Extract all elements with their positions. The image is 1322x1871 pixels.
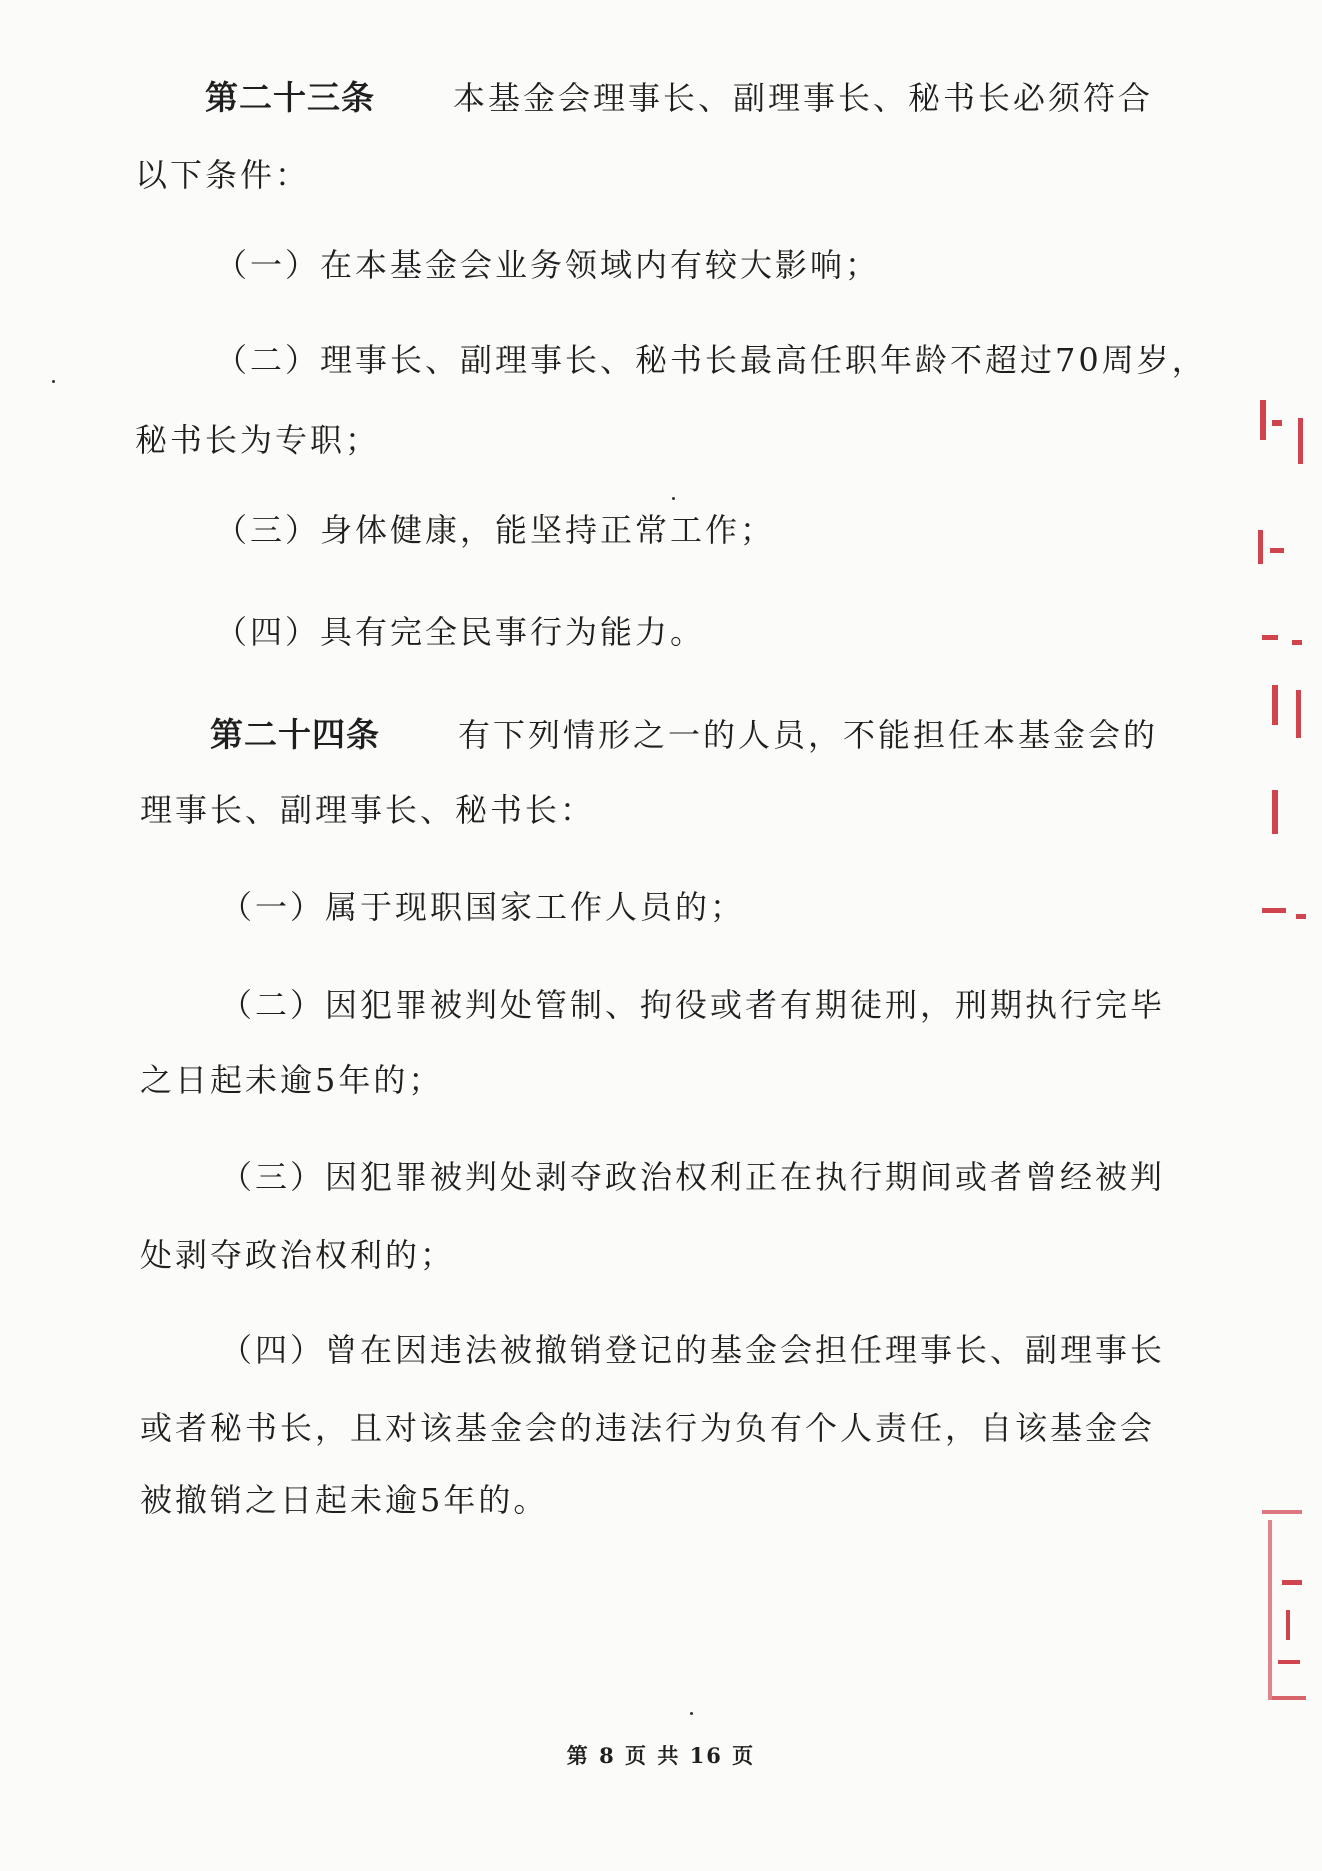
article-23-heading: 第二十三条 <box>205 78 375 117</box>
page-number-footer: 第 8 页 共 16 页 <box>566 1743 756 1768</box>
article-23-intro: 本基金会理事长、副理事长、秘书长必须符合 <box>453 79 1154 117</box>
article-24-first-line <box>210 715 1158 755</box>
scan-speck <box>690 1712 693 1715</box>
scan-speck <box>672 497 675 500</box>
article-23-first-line <box>205 78 1153 118</box>
article-24-item-2-continued: 之日起未逾5年的； <box>140 1061 444 1099</box>
article-24-item-2: （二）因犯罪被判处管制、拘役或者有期徒刑，刑期执行完毕 <box>220 986 1166 1024</box>
article-23-item-2-continued: 秘书长为专职； <box>135 421 381 459</box>
scan-speck <box>52 380 55 383</box>
article-24-item-4: （四）曾在因违法被撤销登记的基金会担任理事长、副理事长 <box>220 1331 1166 1369</box>
article-24-item-3: （三）因犯罪被判处剥夺政治权利正在执行期间或者曾经被判 <box>220 1158 1166 1196</box>
article-24-intro-continued: 理事长、副理事长、秘书长： <box>140 791 596 829</box>
article-23-item-4: （四）具有完全民事行为能力。 <box>215 613 706 651</box>
article-24-item-3-continued: 处剥夺政治权利的； <box>140 1236 456 1274</box>
article-23-intro-continued: 以下条件： <box>135 156 311 194</box>
article-23-item-2: （二）理事长、副理事长、秘书长最高任职年龄不超过70周岁， <box>215 341 1207 379</box>
article-24-intro: 有下列情形之一的人员，不能担任本基金会的 <box>458 716 1159 754</box>
article-24-heading: 第二十四条 <box>210 715 380 754</box>
article-24-item-4-continued-1: 或者秘书长，且对该基金会的违法行为负有个人责任，自该基金会 <box>140 1409 1156 1447</box>
article-24-item-4-continued-2: 被撤销之日起未逾5年的。 <box>140 1481 549 1519</box>
article-23-item-1: （一）在本基金会业务领域内有较大影响； <box>215 246 881 284</box>
seal-fragment-lower <box>1252 1510 1312 1710</box>
seal-fragment-upper <box>1252 400 1312 920</box>
article-23-item-3: （三）身体健康，能坚持正常工作； <box>215 511 776 549</box>
article-24-item-1: （一）属于现职国家工作人员的； <box>220 888 746 926</box>
